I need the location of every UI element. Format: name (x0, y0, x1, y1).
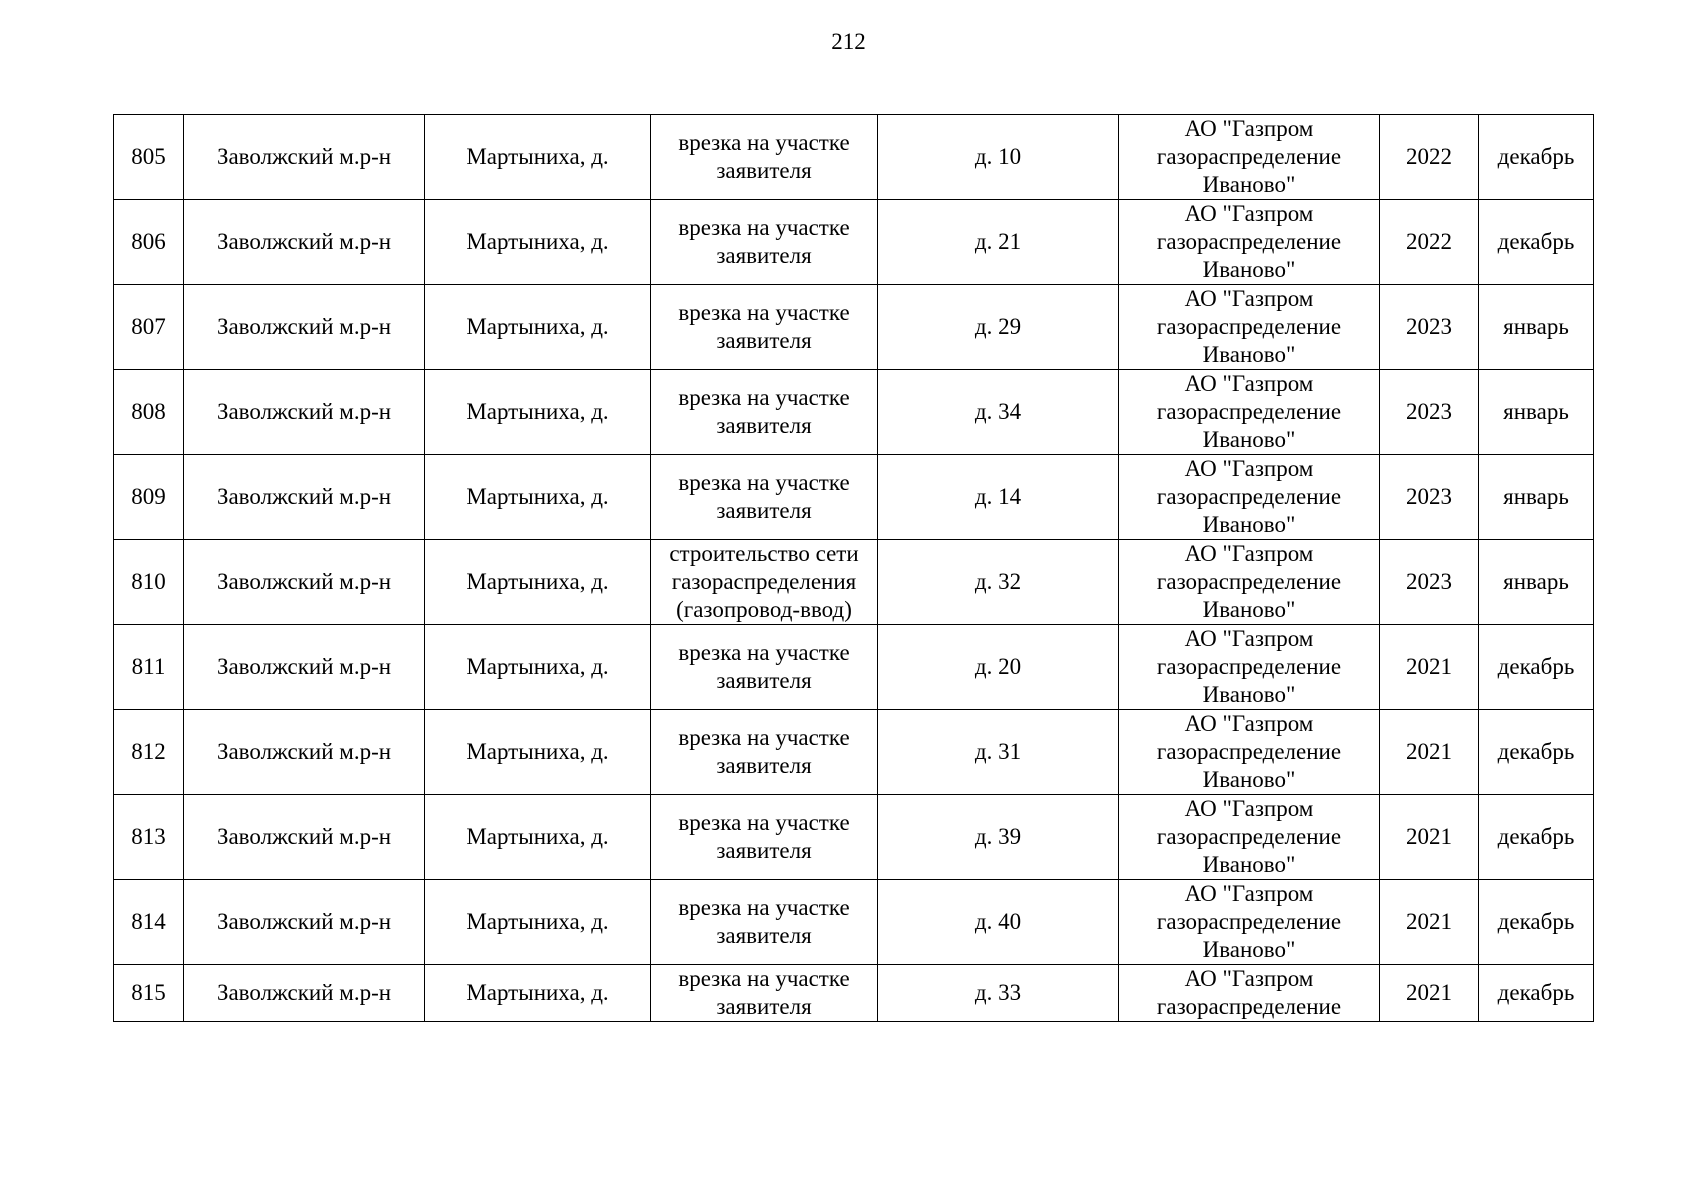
locality-cell: Мартыниха, д. (425, 965, 651, 1022)
locality-cell: Мартыниха, д. (425, 200, 651, 285)
work-type-cell: врезка на участке заявителя (651, 965, 878, 1022)
row-number: 812 (114, 710, 184, 795)
house-cell: д. 21 (878, 200, 1119, 285)
locality-cell: Мартыниха, д. (425, 795, 651, 880)
row-number: 805 (114, 115, 184, 200)
month-cell: январь (1479, 540, 1594, 625)
row-number: 807 (114, 285, 184, 370)
work-type-cell: врезка на участке заявителя (651, 710, 878, 795)
table-row (114, 625, 1594, 710)
locality-cell: Мартыниха, д. (425, 370, 651, 455)
district-cell: Заволжский м.р-н (184, 795, 425, 880)
year-cell: 2023 (1380, 285, 1479, 370)
organization-cell: АО "Газпром газораспределение Иваново" (1119, 880, 1380, 965)
year-cell: 2022 (1380, 115, 1479, 200)
work-type-cell: строительство сети газораспределения (газопровод-ввод) (651, 540, 878, 625)
table-row (114, 285, 1594, 370)
month-cell: декабрь (1479, 795, 1594, 880)
table-row (114, 880, 1594, 965)
locality-cell: Мартыниха, д. (425, 115, 651, 200)
district-cell: Заволжский м.р-н (184, 880, 425, 965)
table-row (114, 455, 1594, 540)
table-row (114, 540, 1594, 625)
year-cell: 2021 (1380, 795, 1479, 880)
year-cell: 2023 (1380, 455, 1479, 540)
district-cell: Заволжский м.р-н (184, 625, 425, 710)
month-cell: декабрь (1479, 710, 1594, 795)
work-type-cell: врезка на участке заявителя (651, 285, 878, 370)
month-cell: декабрь (1479, 965, 1594, 1022)
work-type-cell: врезка на участке заявителя (651, 625, 878, 710)
year-cell: 2023 (1380, 540, 1479, 625)
month-cell: декабрь (1479, 115, 1594, 200)
month-cell: январь (1479, 455, 1594, 540)
district-cell: Заволжский м.р-н (184, 540, 425, 625)
locality-cell: Мартыниха, д. (425, 540, 651, 625)
row-number: 815 (114, 965, 184, 1022)
house-cell: д. 39 (878, 795, 1119, 880)
locality-cell: Мартыниха, д. (425, 880, 651, 965)
locality-cell: Мартыниха, д. (425, 710, 651, 795)
work-type-cell: врезка на участке заявителя (651, 370, 878, 455)
month-cell: январь (1479, 285, 1594, 370)
row-number: 809 (114, 455, 184, 540)
house-cell: д. 32 (878, 540, 1119, 625)
district-cell: Заволжский м.р-н (184, 455, 425, 540)
row-number: 811 (114, 625, 184, 710)
district-cell: Заволжский м.р-н (184, 370, 425, 455)
month-cell: январь (1479, 370, 1594, 455)
house-cell: д. 34 (878, 370, 1119, 455)
house-cell: д. 29 (878, 285, 1119, 370)
month-cell: декабрь (1479, 200, 1594, 285)
work-type-cell: врезка на участке заявителя (651, 795, 878, 880)
month-cell: декабрь (1479, 625, 1594, 710)
district-cell: Заволжский м.р-н (184, 710, 425, 795)
organization-cell: АО "Газпром газораспределение Иваново" (1119, 710, 1380, 795)
organization-cell: АО "Газпром газораспределение Иваново" (1119, 285, 1380, 370)
district-cell: Заволжский м.р-н (184, 200, 425, 285)
year-cell: 2021 (1380, 625, 1479, 710)
row-number: 810 (114, 540, 184, 625)
organization-cell: АО "Газпром газораспределение Иваново" (1119, 115, 1380, 200)
organization-cell: АО "Газпром газораспределение Иваново" (1119, 370, 1380, 455)
organization-cell: АО "Газпром газораспределение Иваново" (1119, 200, 1380, 285)
year-cell: 2021 (1380, 710, 1479, 795)
locality-cell: Мартыниха, д. (425, 285, 651, 370)
house-cell: д. 33 (878, 965, 1119, 1022)
page-number: 212 (831, 29, 866, 54)
row-number: 814 (114, 880, 184, 965)
table-row (114, 115, 1594, 200)
work-type-cell: врезка на участке заявителя (651, 115, 878, 200)
table-row (114, 370, 1594, 455)
table-row (114, 965, 1594, 1022)
district-cell: Заволжский м.р-н (184, 965, 425, 1022)
table-row (114, 200, 1594, 285)
district-cell: Заволжский м.р-н (184, 115, 425, 200)
gas-connection-table (113, 114, 1594, 1022)
organization-cell: АО "Газпром газораспределение Иваново" (1119, 540, 1380, 625)
locality-cell: Мартыниха, д. (425, 455, 651, 540)
year-cell: 2021 (1380, 880, 1479, 965)
district-cell: Заволжский м.р-н (184, 285, 425, 370)
organization-cell: АО "Газпром газораспределение Иваново" (1119, 455, 1380, 540)
table-row (114, 710, 1594, 795)
organization-cell: АО "Газпром газораспределение (1119, 965, 1380, 1022)
organization-cell: АО "Газпром газораспределение Иваново" (1119, 625, 1380, 710)
table-row (114, 795, 1594, 880)
work-type-cell: врезка на участке заявителя (651, 880, 878, 965)
month-cell: декабрь (1479, 880, 1594, 965)
house-cell: д. 20 (878, 625, 1119, 710)
row-number: 808 (114, 370, 184, 455)
locality-cell: Мартыниха, д. (425, 625, 651, 710)
work-type-cell: врезка на участке заявителя (651, 200, 878, 285)
house-cell: д. 31 (878, 710, 1119, 795)
organization-cell: АО "Газпром газораспределение Иваново" (1119, 795, 1380, 880)
house-cell: д. 14 (878, 455, 1119, 540)
year-cell: 2022 (1380, 200, 1479, 285)
year-cell: 2023 (1380, 370, 1479, 455)
work-type-cell: врезка на участке заявителя (651, 455, 878, 540)
row-number: 806 (114, 200, 184, 285)
year-cell: 2021 (1380, 965, 1479, 1022)
house-cell: д. 10 (878, 115, 1119, 200)
row-number: 813 (114, 795, 184, 880)
house-cell: д. 40 (878, 880, 1119, 965)
